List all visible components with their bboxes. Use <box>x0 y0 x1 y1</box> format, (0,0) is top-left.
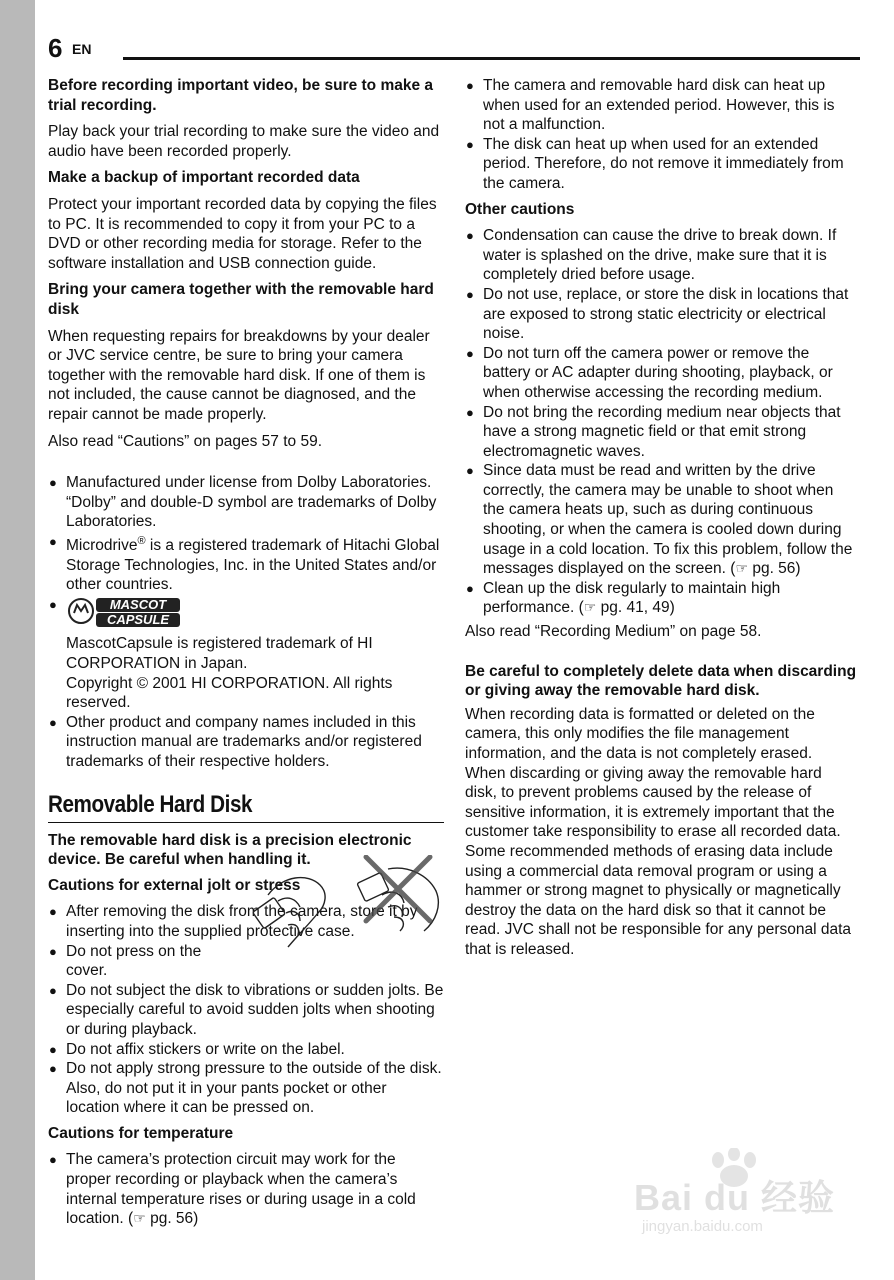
backup-heading: Make a backup of important recorded data <box>48 169 360 187</box>
other-products-text: Other product and company names included in this instruction manual are trademarks and/or registered trademarks of their respective holders. <box>66 713 422 770</box>
mascot-logo-top: ● MASCOT <box>109 596 167 612</box>
jolt-item-text: Do not apply strong pressure to the outside of the disk. Also, do not put it in your pants pocket or other location where it can be pressed on. <box>66 1060 442 1117</box>
page-edge-tab <box>0 0 35 1280</box>
also-read-cautions: Also read “Cautions” on pages 57 to 59. <box>48 432 323 450</box>
list-item <box>48 942 221 981</box>
jolt-item-text: Do not press on the cover. <box>66 942 202 980</box>
mascot-copyright: Copyright © 2001 HI CORPORATION. All rights reserved. <box>66 674 393 712</box>
watermark-url: jingyan.baidu.com <box>642 1218 763 1235</box>
watermark-brand: Bai du 经验 <box>634 1177 836 1218</box>
list-item <box>48 1150 444 1228</box>
dolby-text: Manufactured under license from Dolby Laboratories. “Dolby” and double-D symbol are trademarks of Dolby Laboratories. <box>66 474 437 531</box>
hand-icon <box>248 855 444 955</box>
page-header <box>48 32 860 64</box>
list-item <box>48 595 444 713</box>
disk-handling-illustration <box>248 855 444 955</box>
list-item <box>465 579 857 618</box>
list-item <box>48 713 444 772</box>
caution-text: Condensation can cause the drive to break down. If water is splashed on the drive, make sure that it is completely dried before usage. <box>483 227 837 284</box>
page-ref: pg. 41, 49) <box>596 599 675 617</box>
trial-block <box>48 76 444 161</box>
mascot-text: MascotCapsule is registered trademark of HI CORPORATION in Japan. <box>66 635 373 672</box>
pointing-hand-icon: ☞ <box>735 560 749 577</box>
list-item <box>465 403 857 462</box>
list-item <box>48 473 444 532</box>
delete-body: When recording data is formatted or deleted on the camera, this only modifies the file management information, and the data is not completely erased. When discarding or giving away the removable hard disk, to prevent problems caused by the release of sensitive information, it is extremely important that the customer take responsibility to erase all recorded data. Some recommended methods of erasing data include using a commercial data removal program or using a hammer or strong magnet to physically or magnetically destroy the data on the hard disk so that it cannot be read. JVC shall not be responsible for any personal data that is released. <box>465 705 852 958</box>
temp-item-text: The camera’s protection circuit may work for the proper recording or playback when the camera’s internal temperature rises or during usage in a cold location. ( <box>66 1151 416 1228</box>
heat-item-text: The camera and removable hard disk can heat up when used for an extended period. However, this is not a malfunction. <box>483 77 835 134</box>
temp-heading: Cautions for temperature <box>48 1124 234 1142</box>
bring-heading: Bring your camera together with the removable hard disk <box>48 281 434 318</box>
pointing-hand-icon: ☞ <box>583 599 597 616</box>
list-item <box>48 1040 444 1060</box>
backup-block <box>48 168 444 273</box>
list-item <box>465 344 857 403</box>
bring-body: When requesting repairs for breakdowns by your dealer or JVC service centre, be sure to bring your camera together with the removable hard disk. If one of them is not included, the cause cannot be diagnosed, and the repair cannot be made properly. <box>48 327 430 423</box>
caution-text: Clean up the disk regularly to maintain high performance. ( <box>483 579 781 617</box>
caution-text: Do not turn off the camera power or remove the battery or AC adapter during shooting, playback, or when otherwise accessing the recording medium. <box>483 344 833 401</box>
heat-list <box>465 76 857 194</box>
microdrive-rest: is a registered trademark of Hitachi Global Storage Technologies, Inc. in the United States and/or other countries. <box>66 537 440 594</box>
page-number: 6 <box>48 33 63 63</box>
trial-body: Play back your trial recording to make sure the video and audio have been recorded properly. <box>48 123 440 160</box>
section-title: Removable Hard Disk <box>48 790 253 818</box>
mascot-capsule-logo <box>66 595 182 635</box>
list-item <box>48 532 444 595</box>
baidu-watermark <box>634 1148 844 1238</box>
pointing-hand-icon: ☞ <box>133 1210 146 1227</box>
microdrive-name: Microdrive <box>66 537 138 555</box>
list-item <box>465 135 857 194</box>
jolt-heading: Cautions for external jolt or stress <box>48 876 301 894</box>
section-rule <box>48 822 444 823</box>
list-item <box>48 981 444 1040</box>
heat-item-text: The disk can heat up when used for an extended period. Therefore, do not remove it immediately from the camera. <box>483 135 844 192</box>
other-cautions-list <box>465 226 857 618</box>
trial-heading: Before recording important video, be sure to make a trial recording. <box>48 77 434 114</box>
trademark-list <box>48 473 444 771</box>
jolt-item-text: Do not subject the disk to vibrations or sudden jolts. Be especially careful to avoid sudden jolts when shooting or during playback. <box>66 981 444 1038</box>
backup-body: Protect your important recorded data by copying the files to PC. It is recommended to copy it from your PC to a DVD or other recording media for storage. Refer to the software installation and USB connection guide. <box>48 195 437 272</box>
precision-heading: The removable hard disk is a precision electronic device. Be careful when handling it. <box>48 831 412 869</box>
page-ref: pg. 56) <box>145 1210 199 1228</box>
page-ref: pg. 56) <box>748 560 801 578</box>
list-item <box>465 285 857 344</box>
list-item <box>465 461 857 579</box>
list-item <box>465 226 857 285</box>
header-rule <box>123 57 860 60</box>
caution-text: Do not use, replace, or store the disk in locations that are exposed to strong static electricity or electrical noise. <box>483 285 849 343</box>
page-language: EN <box>72 41 92 57</box>
list-item <box>48 1059 444 1118</box>
other-cautions-heading: Other cautions <box>465 200 575 218</box>
jolt-item-text: After removing the disk from the camera, store it by inserting into the supplied protective case. <box>66 903 418 940</box>
caution-text: Do not bring the recording medium near objects that have a strong magnetic field or that emit strong electromagnetic waves. <box>483 403 841 460</box>
bring-block <box>48 280 444 424</box>
right-column <box>465 76 857 967</box>
registered-mark: ® <box>137 534 146 547</box>
list-item <box>465 76 857 135</box>
also-read-recording: Also read “Recording Medium” on page 58. <box>465 623 762 641</box>
mascot-logo-bottom: CAPSULE <box>106 611 170 627</box>
delete-heading: Be careful to completely delete data when discarding or giving away the removable hard disk. <box>465 662 857 700</box>
left-column <box>48 76 444 1235</box>
temp-list <box>48 1150 444 1228</box>
caution-text: Since data must be read and written by the drive correctly, the camera may be unable to shoot when the camera heats up, such as during continuous shooting, or when the camera is cooled down during usage in a cold location. To fix this problem, follow the messages displayed on the screen. ( <box>483 462 853 578</box>
jolt-item-text: Do not affix stickers or write on the label. <box>66 1040 345 1058</box>
